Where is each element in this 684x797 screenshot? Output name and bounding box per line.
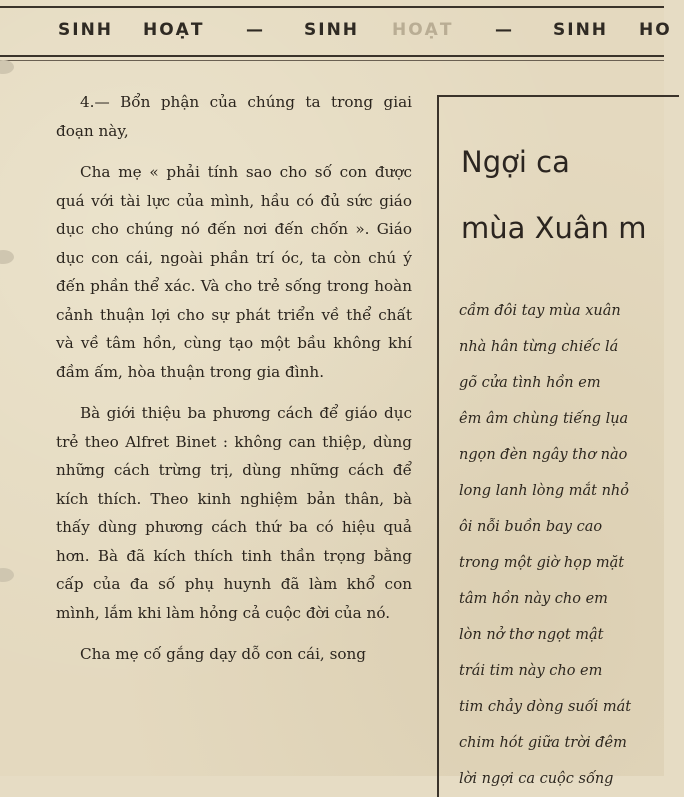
poem-lines xyxy=(459,293,684,797)
article-column xyxy=(56,88,412,776)
poem-line: gõ cửa tình hồn em xyxy=(459,375,601,391)
poem-line: trong một giờ họp mặt xyxy=(459,555,625,571)
header-dash: — xyxy=(246,20,265,40)
poem-line: nhà hân từng chiếc lá xyxy=(459,339,619,355)
header-bottom-rule-thin xyxy=(0,60,664,61)
header-word: SINH xyxy=(304,20,360,40)
poem-title-line-2: mùa Xuân m xyxy=(461,211,647,245)
article-paragraph: Cha mẹ cố gắng dạy dỗ con cái, song xyxy=(80,645,367,663)
poem-line: êm âm chùng tiếng lụa xyxy=(459,411,629,427)
poem-box xyxy=(437,95,679,797)
header-word: SINH xyxy=(553,20,609,40)
poem-line: lời ngợi ca cuộc sống xyxy=(459,771,614,787)
header-bottom-rule xyxy=(0,55,664,57)
binding-mark xyxy=(0,568,14,582)
poem-line: lòn nở thơ ngọt mật xyxy=(459,627,604,643)
header-top-rule xyxy=(0,6,664,8)
article-paragraph: 4.— Bổn phận của chúng ta trong giai đoạn này, xyxy=(56,93,412,140)
header-word: HOẠT xyxy=(143,20,205,40)
article-paragraph: Cha mẹ « phải tính sao cho số con được quá với tài lực của mình, hầu có đủ sức giáo dục cho chúng nó đến nơi đến chốn ». Giáo dục con cái, ngoài phần trí óc, ta còn chú ý đến phần thể xác. Và cho trẻ sống trong hoàn cảnh thuận lợi cho sự phát triển về thể chất và về tâm hồn, cùng tạo một bầu không khí đầm ấm, hòa thuận trong gia đình. xyxy=(56,163,412,381)
header-word: HOẠT xyxy=(392,20,454,40)
poem-line: long lanh lòng mắt nhỏ xyxy=(459,483,629,499)
header-word: SINH xyxy=(58,20,114,40)
running-header xyxy=(0,0,672,62)
poem-line: trái tim này cho em xyxy=(459,663,603,679)
header-dash: — xyxy=(495,20,514,40)
poem-line: cầm đôi tay mùa xuân xyxy=(459,303,621,319)
header-word: HO xyxy=(639,20,672,40)
binding-mark xyxy=(0,250,14,264)
binding-mark xyxy=(0,60,14,74)
poem-line: tâm hồn này cho em xyxy=(459,591,608,607)
poem-line: ngọn đèn ngây thơ nào xyxy=(459,447,628,463)
poem-line: tim chảy dòng suối mát xyxy=(459,699,632,715)
poem-line: chim hót giữa trời đêm xyxy=(459,735,627,751)
article-paragraph: Bà giới thiệu ba phương cách để giáo dục trẻ theo Alfret Binet : không can thiệp, dùng những cách trừng trị, dùng những cách để kích thích. Theo kinh nghiệm bản thân, bà thấy dùng phương cách thứ ba có hiệu quả hơn. Bà đã kích thích tinh thần trọng bằng cấp của đa số phụ huynh đã làm khổ con mình, lắm khi làm hỏng cả cuộc đời của nó. xyxy=(56,404,412,622)
poem-title-line-1: Ngợi ca xyxy=(461,145,570,179)
poem-line: ôi nỗi buồn bay cao xyxy=(459,519,603,535)
